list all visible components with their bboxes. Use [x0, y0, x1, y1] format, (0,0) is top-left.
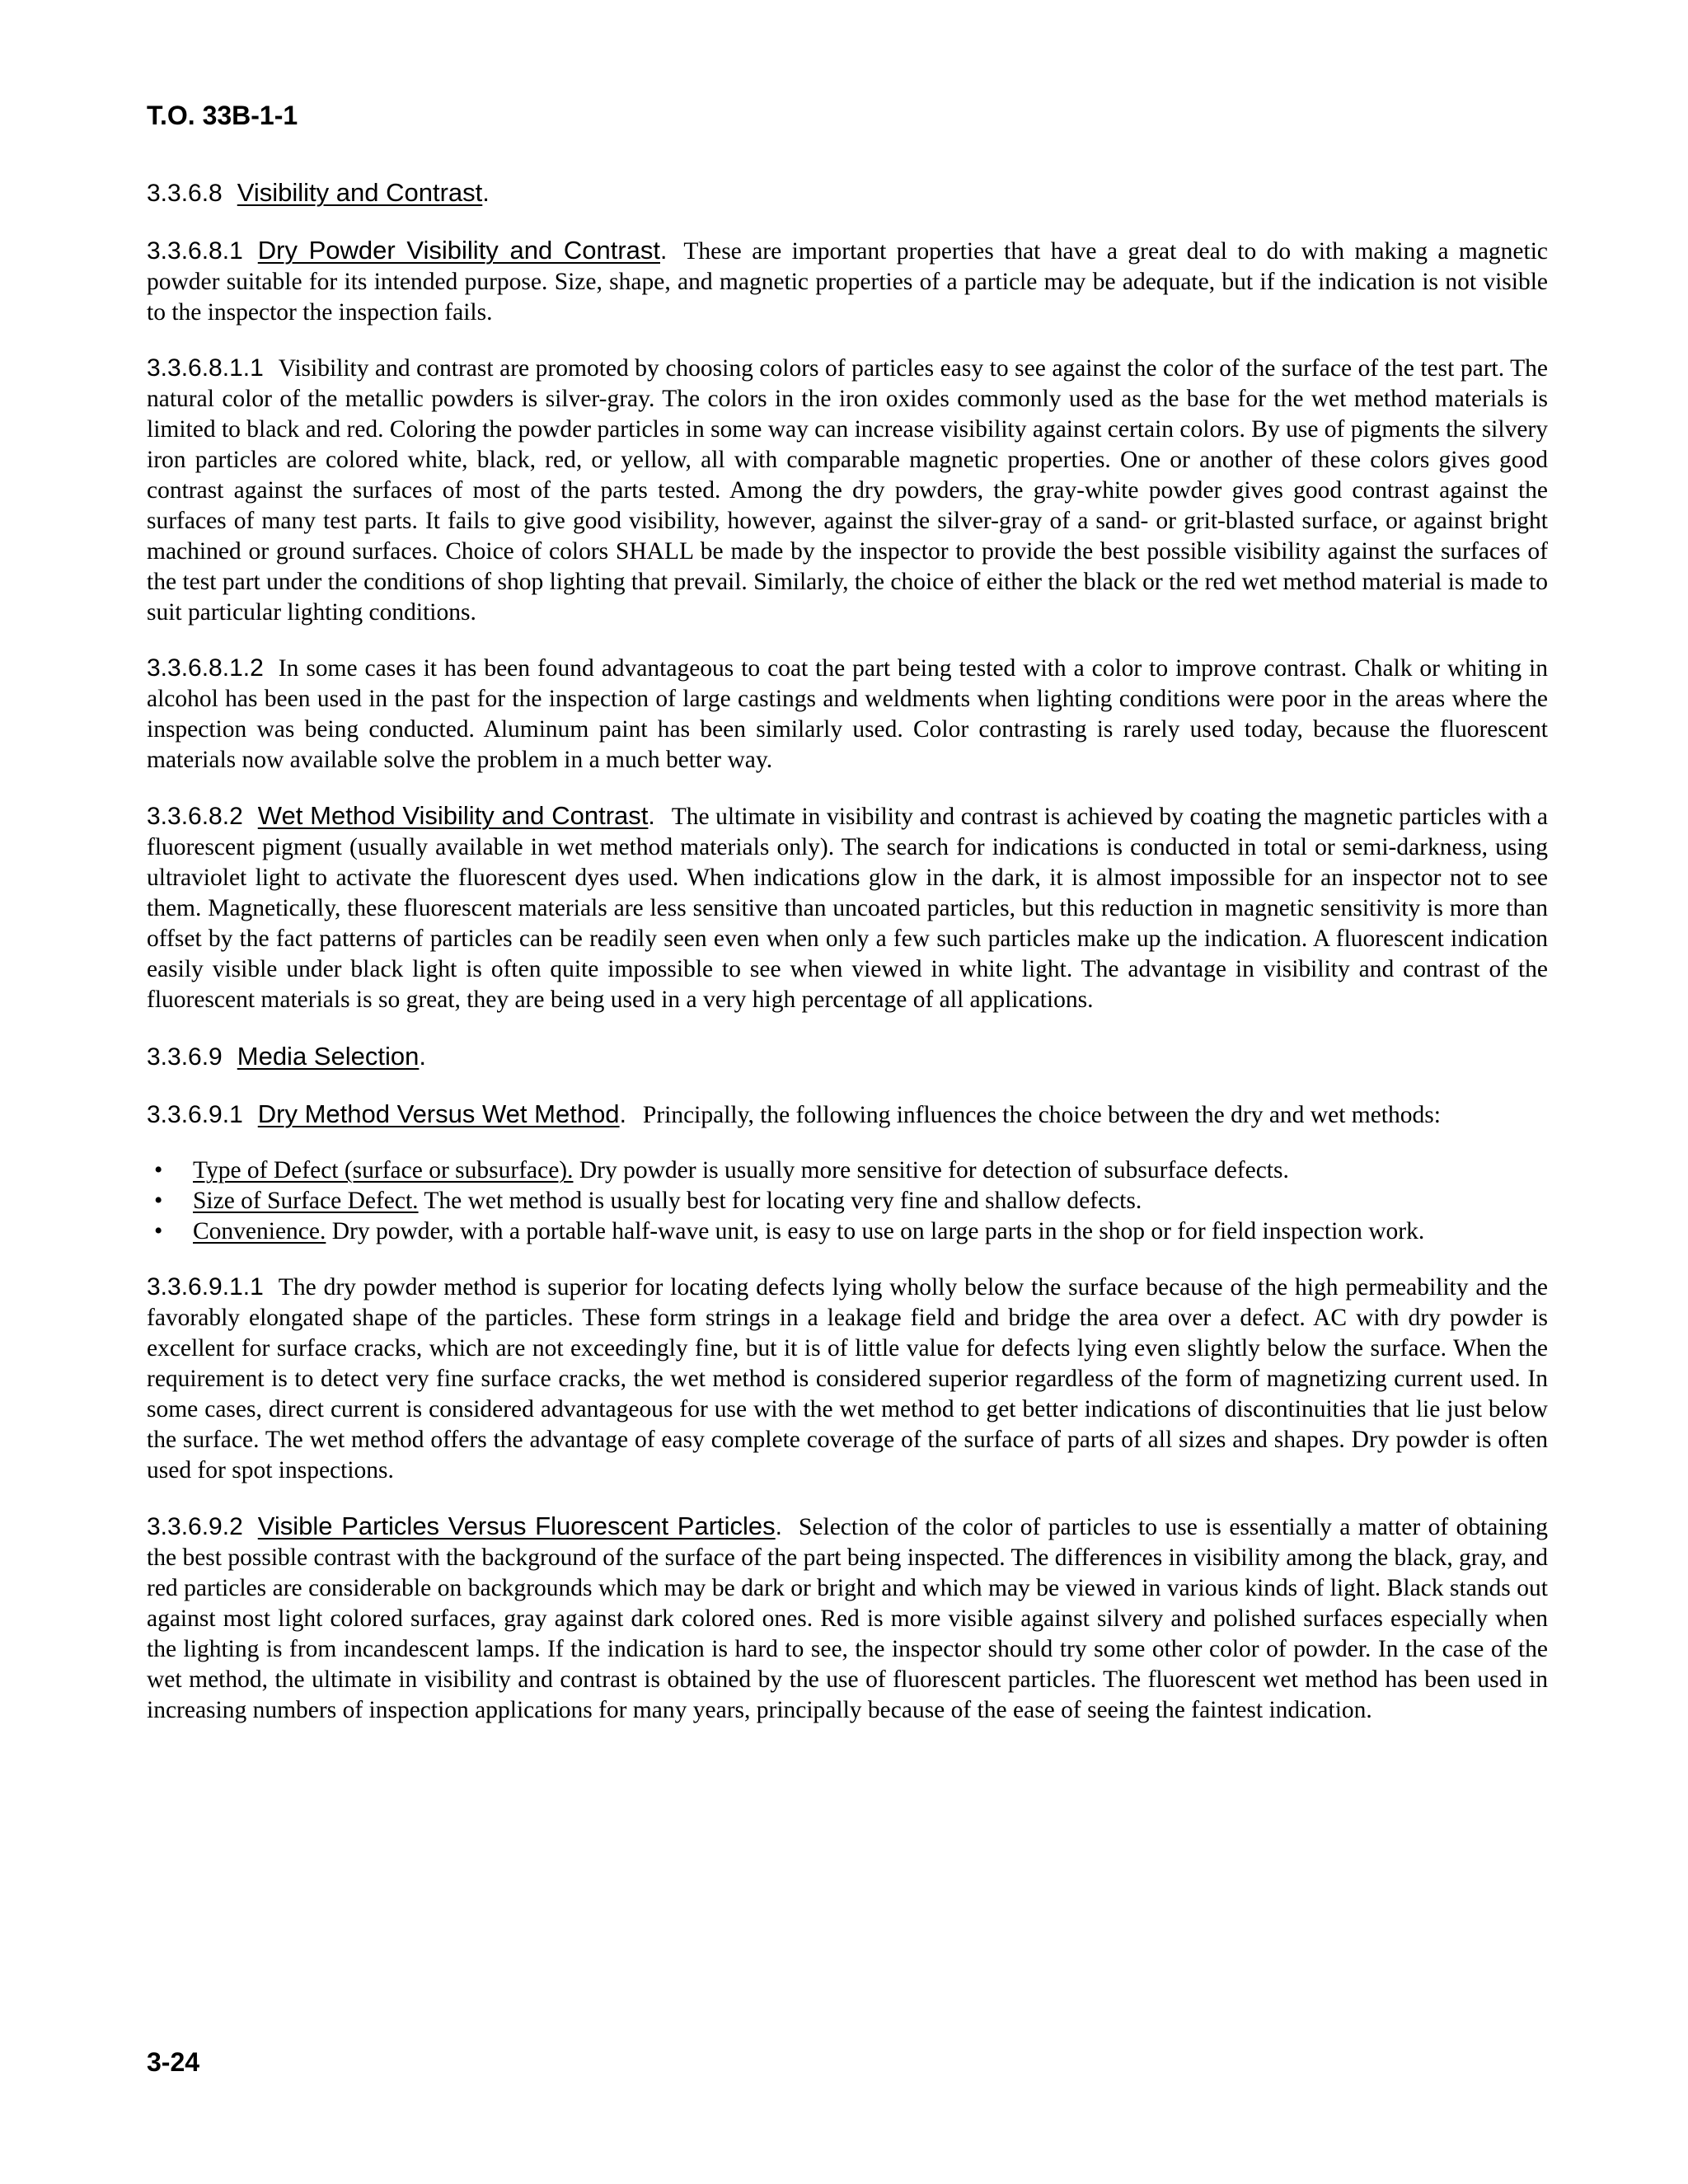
- paragraph-text: Selection of the color of particles to use is essentially a matter of obtaining the best possible contrast with the background of the surface of the part being inspected. The differences in visibility among the black, gray, and red particles are considerable on backgrounds which may be dark or bright and which may be viewed in various kinds of light. Black stands out against most light colored surfaces, gray against dark colored ones. Red is more visible against silvery and polished surfaces especially when the lighting is from incandescent lamps. If the indication is hard to see, the inspector should try some other color of powder. In the case of the wet method, the ultimate in visibility and contrast is obtained by the use of fluorescent particles. The fluorescent wet method has been used in increasing numbers of inspection applications for many years, principally because of the ease of seeing the faintest indication.: [147, 1514, 1549, 1723]
- bullet-item: [147, 1216, 1548, 1247]
- paragraph-title: Dry Method Versus Wet Method: [257, 1099, 620, 1128]
- paragraph: 3.3.6.8.2 Wet Method Visibility and Contrast. The ultimate in visibility and contrast is achieved by coating the magnetic particles with a fluorescent pigment (usually available in wet method materials only). The search for indications is conducted in total or semi-darkness, using ultraviolet light to activate the fluorescent dyes used. When indications glow in the dark, it is almost impossible for an inspector not to see them. Magnetically, these fluorescent materials are less sensitive than uncoated particles, but this reduction in magnetic sensitivity is more than offset by the fact patterns of particles can be readily seen even when only a few such particles make up the indication. A fluorescent indication easily visible under black light is often quite impossible to see when viewed in white light. The advantage in visibility and contrast of the fluorescent materials is so great, they are being used in a very high percentage of all applications.: [147, 801, 1548, 1013]
- bullet-text: Dry powder is usually more sensitive for detection of subsurface defects.: [579, 1157, 1289, 1183]
- paragraph-number: 3.3.6.8.2: [147, 803, 243, 830]
- paragraph: 3.3.6.9.2 Visible Particles Versus Fluorescent Particles. Selection of the color of particles to use is essentially a matter of obtaining the best possible contrast with the background of the surface of the part being inspected. The differences in visibility among the black, gray, and red particles are considerable on backgrounds which may be dark or bright and which may be viewed in various kinds of light. Black stands out against most light colored surfaces, gray against dark colored ones. Red is more visible against silvery and polished surfaces especially when the lighting is from incandescent lamps. If the indication is hard to see, the inspector should try some other color of powder. In the case of the wet method, the ultimate in visibility and contrast is obtained by the use of fluorescent particles. The fluorescent wet method has been used in increasing numbers of inspection applications for many years, principally because of the ease of seeing the faintest indication.: [147, 1511, 1549, 1723]
- bullet-text: The wet method is usually best for locating very fine and shallow defects.: [424, 1188, 1142, 1214]
- document-body: [147, 176, 1548, 1726]
- paragraph-number: 3.3.6.8.1.2: [147, 654, 264, 682]
- document-id-header: T.O. 33B-1-1: [147, 101, 298, 130]
- page-number: 3-24: [147, 2047, 200, 2077]
- section-number: 3.3.6.9: [147, 1043, 223, 1071]
- section-number: 3.3.6.8: [147, 180, 223, 207]
- bullet-text: Dry powder, with a portable half-wave unit, is easy to use on large parts in the shop or for field inspection work.: [331, 1218, 1425, 1244]
- paragraph: [147, 653, 1548, 776]
- bullet-list: [147, 1155, 1548, 1247]
- section-title: Media Selection: [237, 1042, 420, 1071]
- paragraph-number: 3.3.6.9.1: [147, 1101, 243, 1128]
- section-heading: 3.3.6.8 Visibility and Contrast.: [147, 178, 490, 207]
- bullet-icon: •: [154, 1157, 163, 1183]
- paragraph-number: 3.3.6.8.1.1: [147, 354, 264, 382]
- paragraph-text: In some cases it has been found advantageous to coat the part being tested with a color to improve contrast. Chalk or whiting in alcohol has been used in the past for the inspection of large castings and weldments when lighting conditions were poor in the areas where the inspection was being conducted. Aluminum paint has been similarly used. Color contrasting is rarely used today, because the fluorescent materials now available solve the problem in a much better way.: [147, 655, 1548, 773]
- paragraph-text: These are important properties that have a great deal to do with making a magnetic powder suitable for its intended purpose. Size, shape, and magnetic properties of a particle may be adequate, but if the indication is not visible to the inspector the inspection fails.: [147, 238, 1548, 326]
- section-heading: 3.3.6.9 Media Selection.: [147, 1042, 426, 1071]
- bullet-icon: •: [154, 1188, 163, 1214]
- bullet-icon: •: [154, 1218, 163, 1244]
- paragraph: [147, 1272, 1548, 1486]
- document-page: [147, 0, 1548, 2184]
- paragraph-number: 3.3.6.9.1.1: [147, 1273, 264, 1301]
- paragraph-title: Wet Method Visibility and Contrast: [257, 801, 649, 830]
- paragraph-text: Principally, the following influences the choice between the dry and wet methods:: [642, 1102, 1441, 1128]
- section-title: Visibility and Contrast: [237, 178, 483, 207]
- paragraph: [147, 353, 1548, 628]
- paragraph-title: Visible Particles Versus Fluorescent Particles: [257, 1511, 776, 1540]
- paragraph: 3.3.6.8.1 Dry Powder Visibility and Contrast. These are important properties that have a great deal to do with making a magnetic powder suitable for its intended purpose. Size, shape, and magnetic properties of a particle may be adequate, but if the indication is not visible to the inspector the inspection fails.: [147, 236, 1548, 326]
- paragraph-text: The ultimate in visibility and contrast is achieved by coating the magnetic particles with a fluorescent pigment (usually available in wet method materials only). The search for indications is conducted in total or semi-darkness, using ultraviolet light to activate the fluorescent dyes used. When indications glow in the dark, it is almost impossible for an inspector not to see them. Magnetically, these fluorescent materials are less sensitive than uncoated particles, but this reduction in magnetic sensitivity is more than offset by the fact patterns of particles can be readily seen even when only a few such particles make up the indication. A fluorescent indication easily visible under black light is often quite impossible to see when viewed in white light. The advantage in visibility and contrast of the fluorescent materials is so great, they are being used in a very high percentage of all applications.: [147, 804, 1548, 1013]
- bullet-item: [147, 1186, 1548, 1216]
- paragraph-number: 3.3.6.8.1: [147, 237, 243, 265]
- bullet-title: Convenience.: [193, 1218, 326, 1244]
- paragraph-text: The dry powder method is superior for locating defects lying wholly below the surface because of the high permeability and the favorably elongated shape of the particles. These form strings in a leakage field and bridge the area over a defect. AC with dry powder is excellent for surface cracks, which are not exceedingly fine, but it is of little value for defects lying even slightly below the surface. When the requirement is to detect very fine surface cracks, the wet method is considered superior regardless of the form of magnetizing current used. In some cases, direct current is considered advantageous for use with the wet method to get better indications of discontinuities that lie just below the surface. The wet method offers the advantage of easy complete coverage of the surface of parts of all sizes and shapes. Dry powder is often used for spot inspections.: [147, 1274, 1548, 1483]
- paragraph-title: Dry Powder Visibility and Contrast: [257, 236, 660, 265]
- paragraph: 3.3.6.9.1 Dry Method Versus Wet Method. Principally, the following influences the choice between the dry and wet methods:: [147, 1099, 1441, 1128]
- bullet-title: Size of Surface Defect.: [193, 1188, 419, 1214]
- bullet-item: [147, 1155, 1548, 1186]
- bullet-title: Type of Defect (surface or subsurface).: [193, 1157, 574, 1183]
- paragraph-text: Visibility and contrast are promoted by choosing colors of particles easy to see against the color of the surface of the test part. The natural color of the metallic powders is silver-gray. The colors in the iron oxides commonly used as the base for the wet method materials is limited to black and red. Coloring the powder particles in some way can increase visibility against certain colors. By use of pigments the silvery iron particles are colored white, black, red, or yellow, all with comparable magnetic properties. One or another of these colors gives good contrast against the surfaces of most of the parts tested. Among the dry powders, the gray-white powder gives good contrast against the surfaces of many test parts. It fails to give good visibility, however, against the silver-gray of a sand- or grit-blasted surface, or against bright machined or ground surfaces. Choice of colors SHALL be made by the inspector to provide the best possible visibility against the surfaces of the test part under the conditions of shop lighting that prevail. Similarly, the choice of either the black or the red wet method material is made to suit particular lighting conditions.: [147, 355, 1548, 626]
- paragraph-number: 3.3.6.9.2: [147, 1513, 243, 1540]
